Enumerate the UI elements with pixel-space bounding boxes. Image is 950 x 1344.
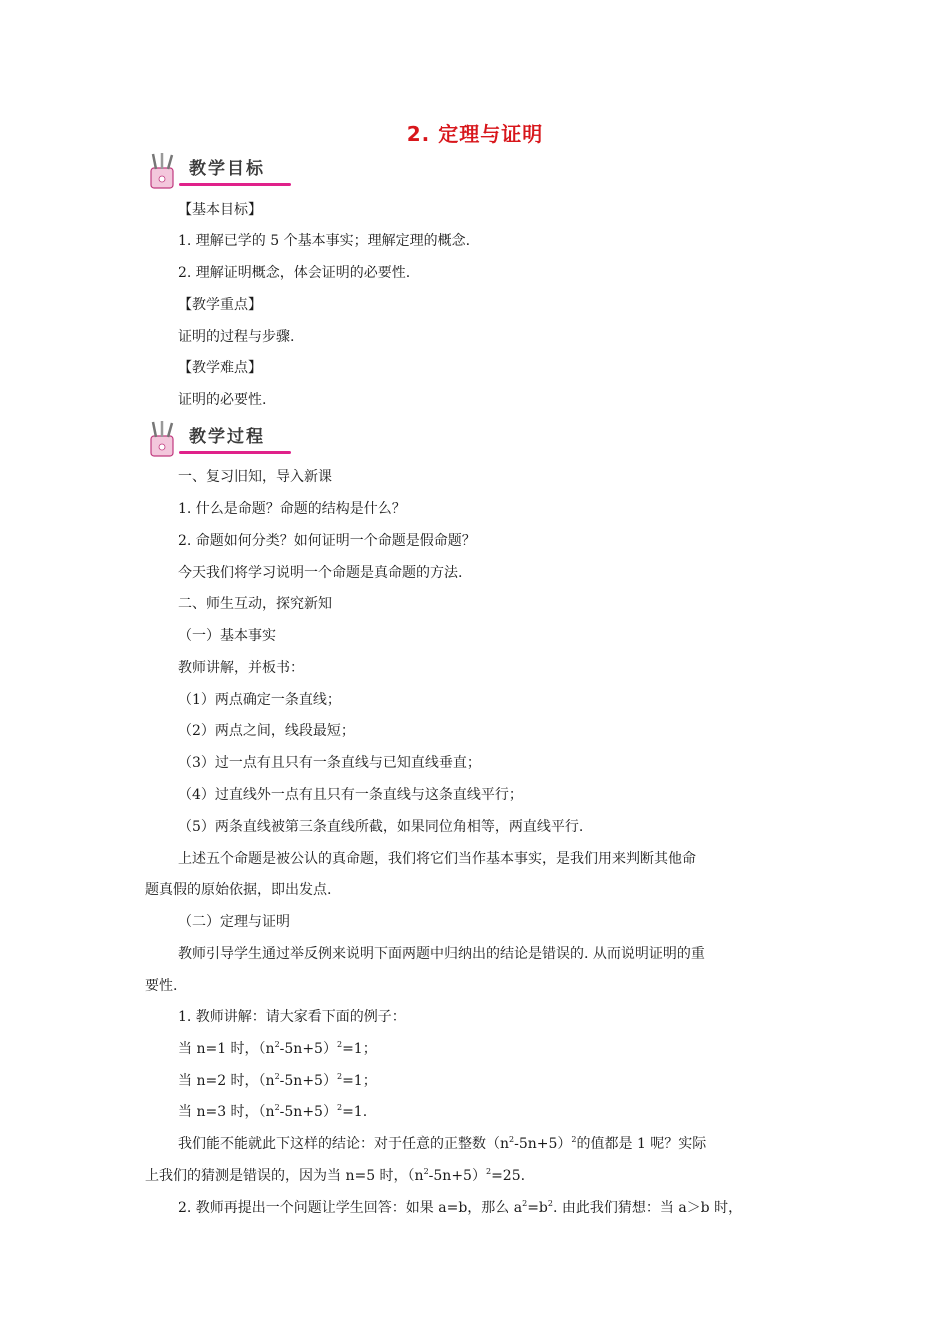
- difficulty-text: 证明的必要性.: [178, 392, 267, 408]
- key-points-heading: 【教学重点】: [178, 297, 262, 313]
- section-banner-label: 教学过程: [189, 427, 265, 447]
- paragraph: 今天我们将学习说明一个命题是真命题的方法.: [178, 565, 463, 581]
- document-title: 2. 定理与证明: [406, 122, 544, 146]
- section-banner-label: 教学目标: [189, 159, 265, 179]
- key-points-text: 证明的过程与步骤.: [178, 329, 295, 345]
- pencil-cup-icon: [145, 152, 179, 190]
- section-banner-process: [143, 420, 291, 460]
- review-question: 1. 什么是命题？命题的结构是什么？: [178, 501, 406, 517]
- example-intro: 1. 教师讲解：请大家看下面的例子：: [178, 1009, 406, 1025]
- fact-item: （3）过一点有且只有一条直线与已知直线垂直；: [178, 755, 481, 771]
- paragraph-line: 2. 教师再提出一个问题让学生回答：如果 a=b，那么 $a^2=b^2$. 由此我们猜想：当 a＞b 时，: [178, 1199, 743, 1216]
- pencil-cup-icon: [145, 420, 179, 458]
- basic-goal-item: 1. 理解已学的 5 个基本事实；理解定理的概念.: [178, 233, 471, 249]
- paragraph-line: 上我们的猜测是错误的，因为当 n=5 时，$(n^2-5n+5)^2=25$.: [145, 1167, 526, 1184]
- subsection-heading: （二）定理与证明: [178, 914, 290, 930]
- section-banner-goals: [143, 152, 291, 192]
- paragraph-line: 题真假的原始依据，即出发点.: [145, 882, 332, 898]
- example-case: 当 n=1 时，$(n^2-5n+5)^2=1$；: [178, 1040, 377, 1057]
- fact-item: （2）两点之间，线段最短；: [178, 723, 355, 739]
- paragraph-line: 上述五个命题是被公认的真命题，我们将它们当作基本事实，是我们用来判断其他命: [178, 851, 696, 867]
- paragraph: 教师讲解，并板书：: [178, 660, 304, 676]
- review-question: 2. 命题如何分类？如何证明一个命题是假命题？: [178, 533, 476, 549]
- section-heading: 二、师生互动，探究新知: [178, 596, 332, 612]
- fact-item: （4）过直线外一点有且只有一条直线与这条直线平行；: [178, 787, 523, 803]
- fact-item: （1）两点确定一条直线；: [178, 692, 341, 708]
- paragraph-line: 我们能不能就此下这样的结论：对于任意的正整数$(n^2-5n+5)^2$的值都是 1 呢？实际: [178, 1135, 707, 1152]
- basic-goals-heading: 【基本目标】: [178, 202, 262, 218]
- basic-goal-item: 2. 理解证明概念，体会证明的必要性.: [178, 265, 411, 281]
- section-heading: 一、复习旧知，导入新课: [178, 469, 332, 485]
- banner-underline: [179, 451, 291, 454]
- example-case: 当 n=3 时，$(n^2-5n+5)^2=1$.: [178, 1103, 368, 1120]
- fact-item: （5）两条直线被第三条直线所截，如果同位角相等，两直线平行.: [178, 819, 584, 835]
- banner-underline: [179, 183, 291, 186]
- paragraph-line: 教师引导学生通过举反例来说明下面两题中归纳出的结论是错误的. 从而说明证明的重: [178, 946, 705, 962]
- subsection-heading: （一）基本事实: [178, 628, 276, 644]
- example-case: 当 n=2 时，$(n^2-5n+5)^2=1$；: [178, 1072, 377, 1089]
- difficulty-heading: 【教学难点】: [178, 360, 262, 376]
- paragraph-line: 要性.: [145, 978, 178, 994]
